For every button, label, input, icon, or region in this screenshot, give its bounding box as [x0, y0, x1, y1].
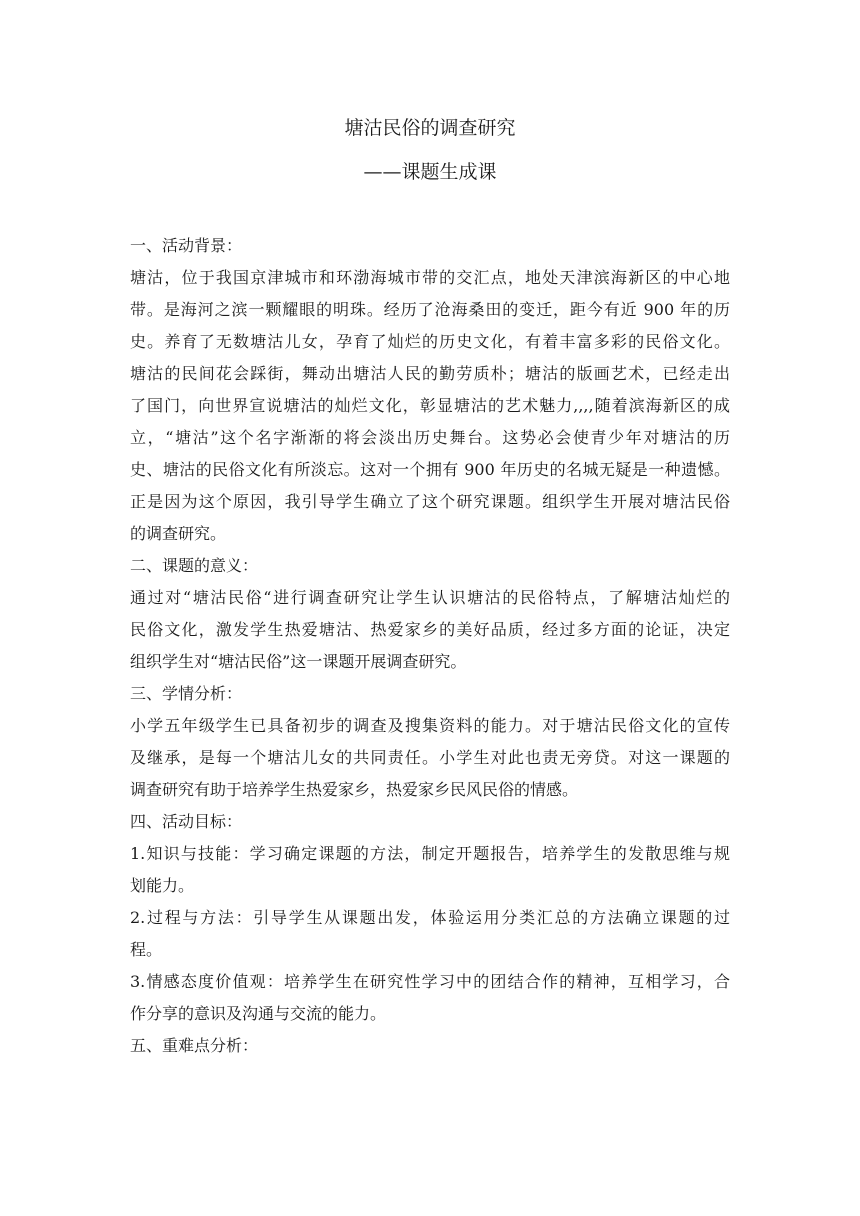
objective-item: 2.过程与方法：引导学生从课题出发，体验运用分类汇总的方法确立课题的过: [130, 908, 730, 927]
paragraph-line: 民俗文化，激发学生热爱塘沽、热爱家乡的美好品质，经过多方面的论证，决定: [130, 620, 730, 639]
paragraph-line: 塘沽的民间花会踩街，舞动出塘沽人民的勤劳质朴；塘沽的版画艺术，已经走出: [130, 364, 730, 383]
heading-significance: 二、课题的意义：: [130, 556, 259, 575]
paragraph-line: 通过对“塘沽民俗“进行调查研究让学生认识塘沽的民俗特点，了解塘沽灿烂的: [130, 588, 730, 607]
paragraph-line: 史。养育了无数塘沽儿女，孕育了灿烂的历史文化，有着丰富多彩的民俗文化。: [130, 332, 730, 351]
heading-key-points: 五、重难点分析：: [130, 1036, 259, 1055]
heading-background: 一、活动背景：: [130, 236, 243, 255]
paragraph-line: 的调查研究。: [130, 524, 227, 543]
paragraph-line: 带。是海河之滨一颗耀眼的明珠。经历了沧海桑田的变迁，距今有近 900 年的历: [130, 300, 730, 319]
objective-item: 1.知识与技能：学习确定课题的方法，制定开题报告，培养学生的发散思维与规: [130, 844, 730, 863]
paragraph-line: 史、塘沽的民俗文化有所淡忘。这对一个拥有 900 年历史的名城无疑是一种遗憾。: [130, 460, 730, 479]
paragraph-line: 程。: [130, 940, 163, 959]
document-title: 塘沽民俗的调查研究: [344, 117, 516, 139]
paragraph-line: 塘沽，位于我国京津城市和环渤海城市带的交汇点，地处天津滨海新区的中心地: [130, 268, 730, 287]
paragraph-line: 作分享的意识及沟通与交流的能力。: [130, 1004, 387, 1023]
paragraph-line: 及继承，是每一个塘沽儿女的共同责任。小学生对此也责无旁贷。对这一课题的: [130, 748, 730, 767]
document-body: [130, 230, 730, 1062]
heading-student-analysis: 三、学情分析：: [130, 684, 243, 703]
paragraph-line: 调查研究有助于培养学生热爱家乡，热爱家乡民风民俗的情感。: [130, 780, 579, 799]
heading-objectives: 四、活动目标：: [130, 812, 243, 831]
paragraph-line: 正是因为这个原因，我引导学生确立了这个研究课题。组织学生开展对塘沽民俗: [130, 492, 730, 511]
paragraph-line: 小学五年级学生已具备初步的调查及搜集资料的能力。对于塘沽民俗文化的宣传: [130, 716, 730, 735]
paragraph-line: 划能力。: [130, 876, 195, 895]
document-subtitle: ——课题生成课: [363, 161, 497, 183]
paragraph-line: 组织学生对“塘沽民俗”这一课题开展调查研究。: [130, 652, 467, 671]
paragraph-line: 了国门，向世界宣说塘沽的灿烂文化，彰显塘沽的艺术魅力,,,,随着滨海新区的成: [130, 396, 730, 415]
paragraph-line: 立，“塘沽”这个名字渐渐的将会淡出历史舞台。这势必会使青少年对塘沽的历: [130, 428, 730, 447]
objective-item: 3.情感态度价值观：培养学生在研究性学习中的团结合作的精神，互相学习，合: [130, 972, 730, 991]
